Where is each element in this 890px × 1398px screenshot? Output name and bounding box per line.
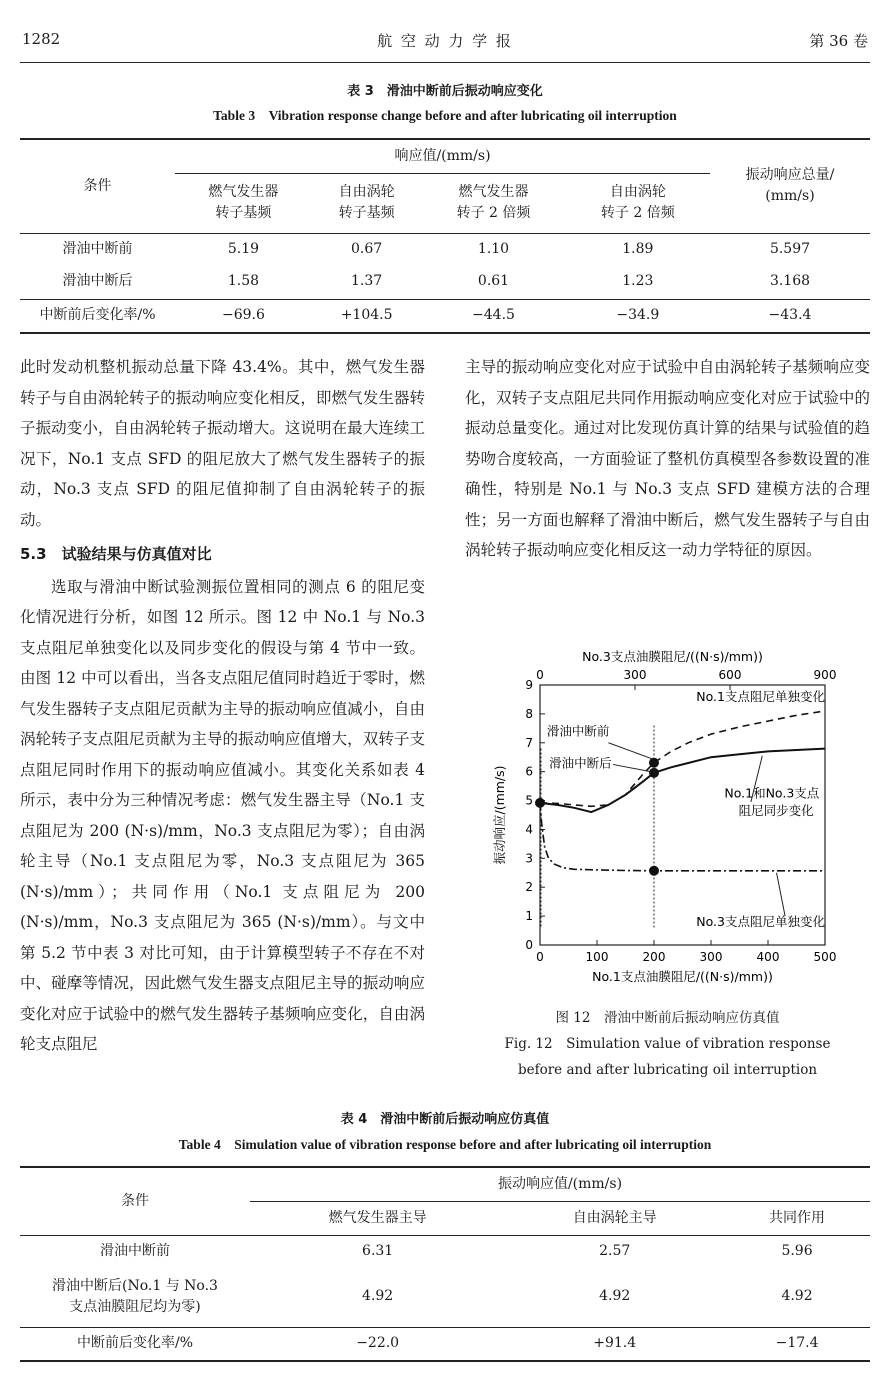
table-row: 中断前后变化率/% −22.0 +91.4 −17.4 [20, 1327, 870, 1361]
table3-condition-header: 条件 [83, 177, 112, 194]
top-tick-label: 0 [536, 668, 544, 682]
annotation-solid: No.1和No.3支点 [724, 785, 820, 801]
x-tick-label: 400 [756, 950, 780, 964]
y-tick-label: 4 [525, 822, 533, 837]
table3-subcol: 自由涡轮 转子基频 [338, 184, 395, 221]
paragraph: 此时发动机整机振动总量下降 43.4%。其中，燃气发生器转子与自由涡轮转子的振动响应变化相反，即燃气发生器转子振动变小，自由涡轮转子振动增大。这说明在最大连续工况下，No.1 支点 SFD 的阻尼放大了燃气发生器转子的振动，No.3 支点 SFD 的阻尼值抑制了自由涡轮转子的振动。 [20, 358, 425, 529]
right-column [465, 352, 870, 566]
figure12-caption-en: Fig. 12 Simulation value of vibration response [504, 1036, 831, 1052]
table4-caption-en: Table 4 Simulation value of vibration response before and after lubricating oil interruption [178, 1137, 712, 1152]
figure12-caption-cn: 图 12 滑油中断前后振动响应仿真值 [555, 1010, 780, 1026]
table3-group-header: 响应值/(mm/s) [175, 139, 710, 173]
table4-subcol: 燃气发生器主导 [328, 1209, 427, 1226]
table3-subcol: 燃气发生器 转子基频 [208, 184, 279, 221]
volume: 第 36 卷 [809, 32, 868, 50]
top-tick-label: 900 [813, 668, 837, 682]
table4-subcol: 共同作用 [769, 1209, 826, 1226]
top-tick-label: 600 [718, 668, 742, 682]
top-axis-label: No.3支点油膜阻尼/((N·s)/mm)) [582, 649, 763, 664]
table-row: 中断前后变化率/% −69.6 +104.5 −44.5 −34.9 −43.4 [20, 299, 870, 333]
y-tick-label: 9 [525, 678, 533, 692]
table-row: 滑油中断后(No.1 与 No.3 支点油膜阻尼均为零) 4.92 4.92 4.92 [20, 1267, 870, 1327]
header-rule [20, 62, 870, 63]
figure12-caption [465, 1005, 870, 1083]
y-tick-label: 6 [525, 764, 533, 779]
figure12-chart [480, 640, 870, 1000]
paragraph: 选取与滑油中断试验测振位置相同的测点 6 的阻尼变化情况进行分析，如图 12 所示。图 12 中 No.1 与 No.3 支点阻尼单独变化以及同步变化的假设与第 4 节中一致。由图 12 中可以看出，当各支点阻尼值同时趋近于零时，燃气发生器转子支点阻尼贡献为主导的振动响应值减小，自由涡轮转子支点阻尼贡献为主导的振动响应值增大，双转子支点阻尼同时作用下的振动响应值减小。其变化关系如表 4 所示，表中分为三种情况考虑：燃气发生器主导（No.1 支点阻尼为 200 (N·s)/mm，No.3 支点阻尼为零）；自由涡轮主导（No.1 支点阻尼为零，No.3 支点阻尼为 365 (N·s)/mm）；共同作用（No.1 支点阻尼为 200 (N·s)/mm，No.3 支点阻尼为 365 (N·s)/mm）。与文中第 5.2 节中表 3 对比可知，由于计算模型转子不存在不对中、碰摩等情况，因此燃气发生器支点阻尼主导的振动响应变化对应于试验中的燃气发生器转子基频响应变化，自由涡轮支点阻尼 [20, 577, 425, 1053]
y-tick-label: 5 [525, 793, 533, 808]
annotation-before: 滑油中断前 [546, 723, 610, 739]
left-column [20, 352, 425, 1060]
table4-caption-cn: 表 4 滑油中断前后振动响应仿真值 [340, 1112, 550, 1127]
top-tick-label: 300 [623, 668, 647, 682]
table4-subcol: 自由涡轮主导 [572, 1209, 657, 1226]
table3-subcol: 燃气发生器 转子 2 倍频 [456, 184, 531, 221]
x-axis-label: No.1支点油膜阻尼/((N·s)/mm)) [592, 969, 773, 984]
table3-caption-en: Table 3 Vibration response change before and after lubricating oil interruption [213, 108, 677, 123]
table3-total-header: 振动响应总量/ (mm/s) [745, 167, 835, 205]
y-tick-label: 2 [525, 880, 533, 895]
paragraph: 主导的振动响应变化对应于试验中自由涡轮转子基频响应变化，双转子支点阻尼共同作用振动响应变化对应于试验中的振动总量变化。通过对比发现仿真计算的结果与试验值的趋势吻合度较高，一方面验证了整机仿真模型各参数设置的准确性，特别是 No.1 与 No.3 支点 SFD 建模方法的合理性；另一方面也解释了滑油中断后，燃气发生器转子与自由涡轮转子振动响应变化相反这一动力学特征的原因。 [465, 358, 870, 559]
data-point [649, 758, 659, 768]
annotation-leader [777, 873, 786, 916]
x-tick-label: 100 [585, 950, 609, 964]
table4-condition-header: 条件 [121, 1192, 149, 1209]
table4 [20, 1166, 870, 1362]
section-heading: 5.3 试验结果与仿真值对比 [20, 545, 212, 563]
x-tick-label: 200 [642, 950, 666, 964]
y-tick-label: 8 [525, 706, 533, 721]
data-point [649, 768, 659, 778]
annotation-leader [608, 743, 651, 759]
page-number: 1282 [22, 30, 61, 48]
x-tick-label: 500 [813, 950, 837, 964]
annotation-solid: 阻尼同步变化 [738, 803, 814, 818]
y-tick-label: 1 [525, 909, 533, 924]
table-row: 滑油中断前 6.31 2.57 5.96 [100, 1242, 813, 1259]
data-point [535, 798, 545, 808]
data-point [649, 866, 659, 876]
table3-subcol: 自由涡轮 转子 2 倍频 [600, 184, 675, 221]
x-tick-label: 0 [536, 950, 544, 964]
x-tick-label: 300 [699, 950, 723, 964]
annotation-dashdot: No.3支点阻尼单独变化 [696, 914, 825, 930]
annotation-leader [613, 764, 651, 771]
table-row: 滑油中断后 1.58 1.37 0.61 1.23 3.168 [20, 265, 870, 299]
annotation-dashed: No.1支点阻尼单独变化 [696, 688, 825, 704]
y-tick-label: 7 [525, 735, 533, 750]
figure12-caption-en: before and after lubricating oil interruption [517, 1062, 818, 1078]
table-row: 滑油中断前 5.19 0.67 1.10 1.89 5.597 [62, 240, 811, 257]
y-axis-label: 振动响应/(mm/s) [492, 765, 507, 865]
table4-group-header: 振动响应值/(mm/s) [250, 1167, 870, 1201]
table3 [20, 138, 870, 334]
table3-caption-cn: 表 3 滑油中断前后振动响应变化 [347, 84, 543, 99]
y-tick-label: 0 [525, 938, 533, 952]
y-tick-label: 3 [525, 851, 533, 866]
journal-title: 航 空 动 力 学 报 [377, 32, 513, 50]
annotation-after: 滑油中断后 [549, 755, 612, 771]
